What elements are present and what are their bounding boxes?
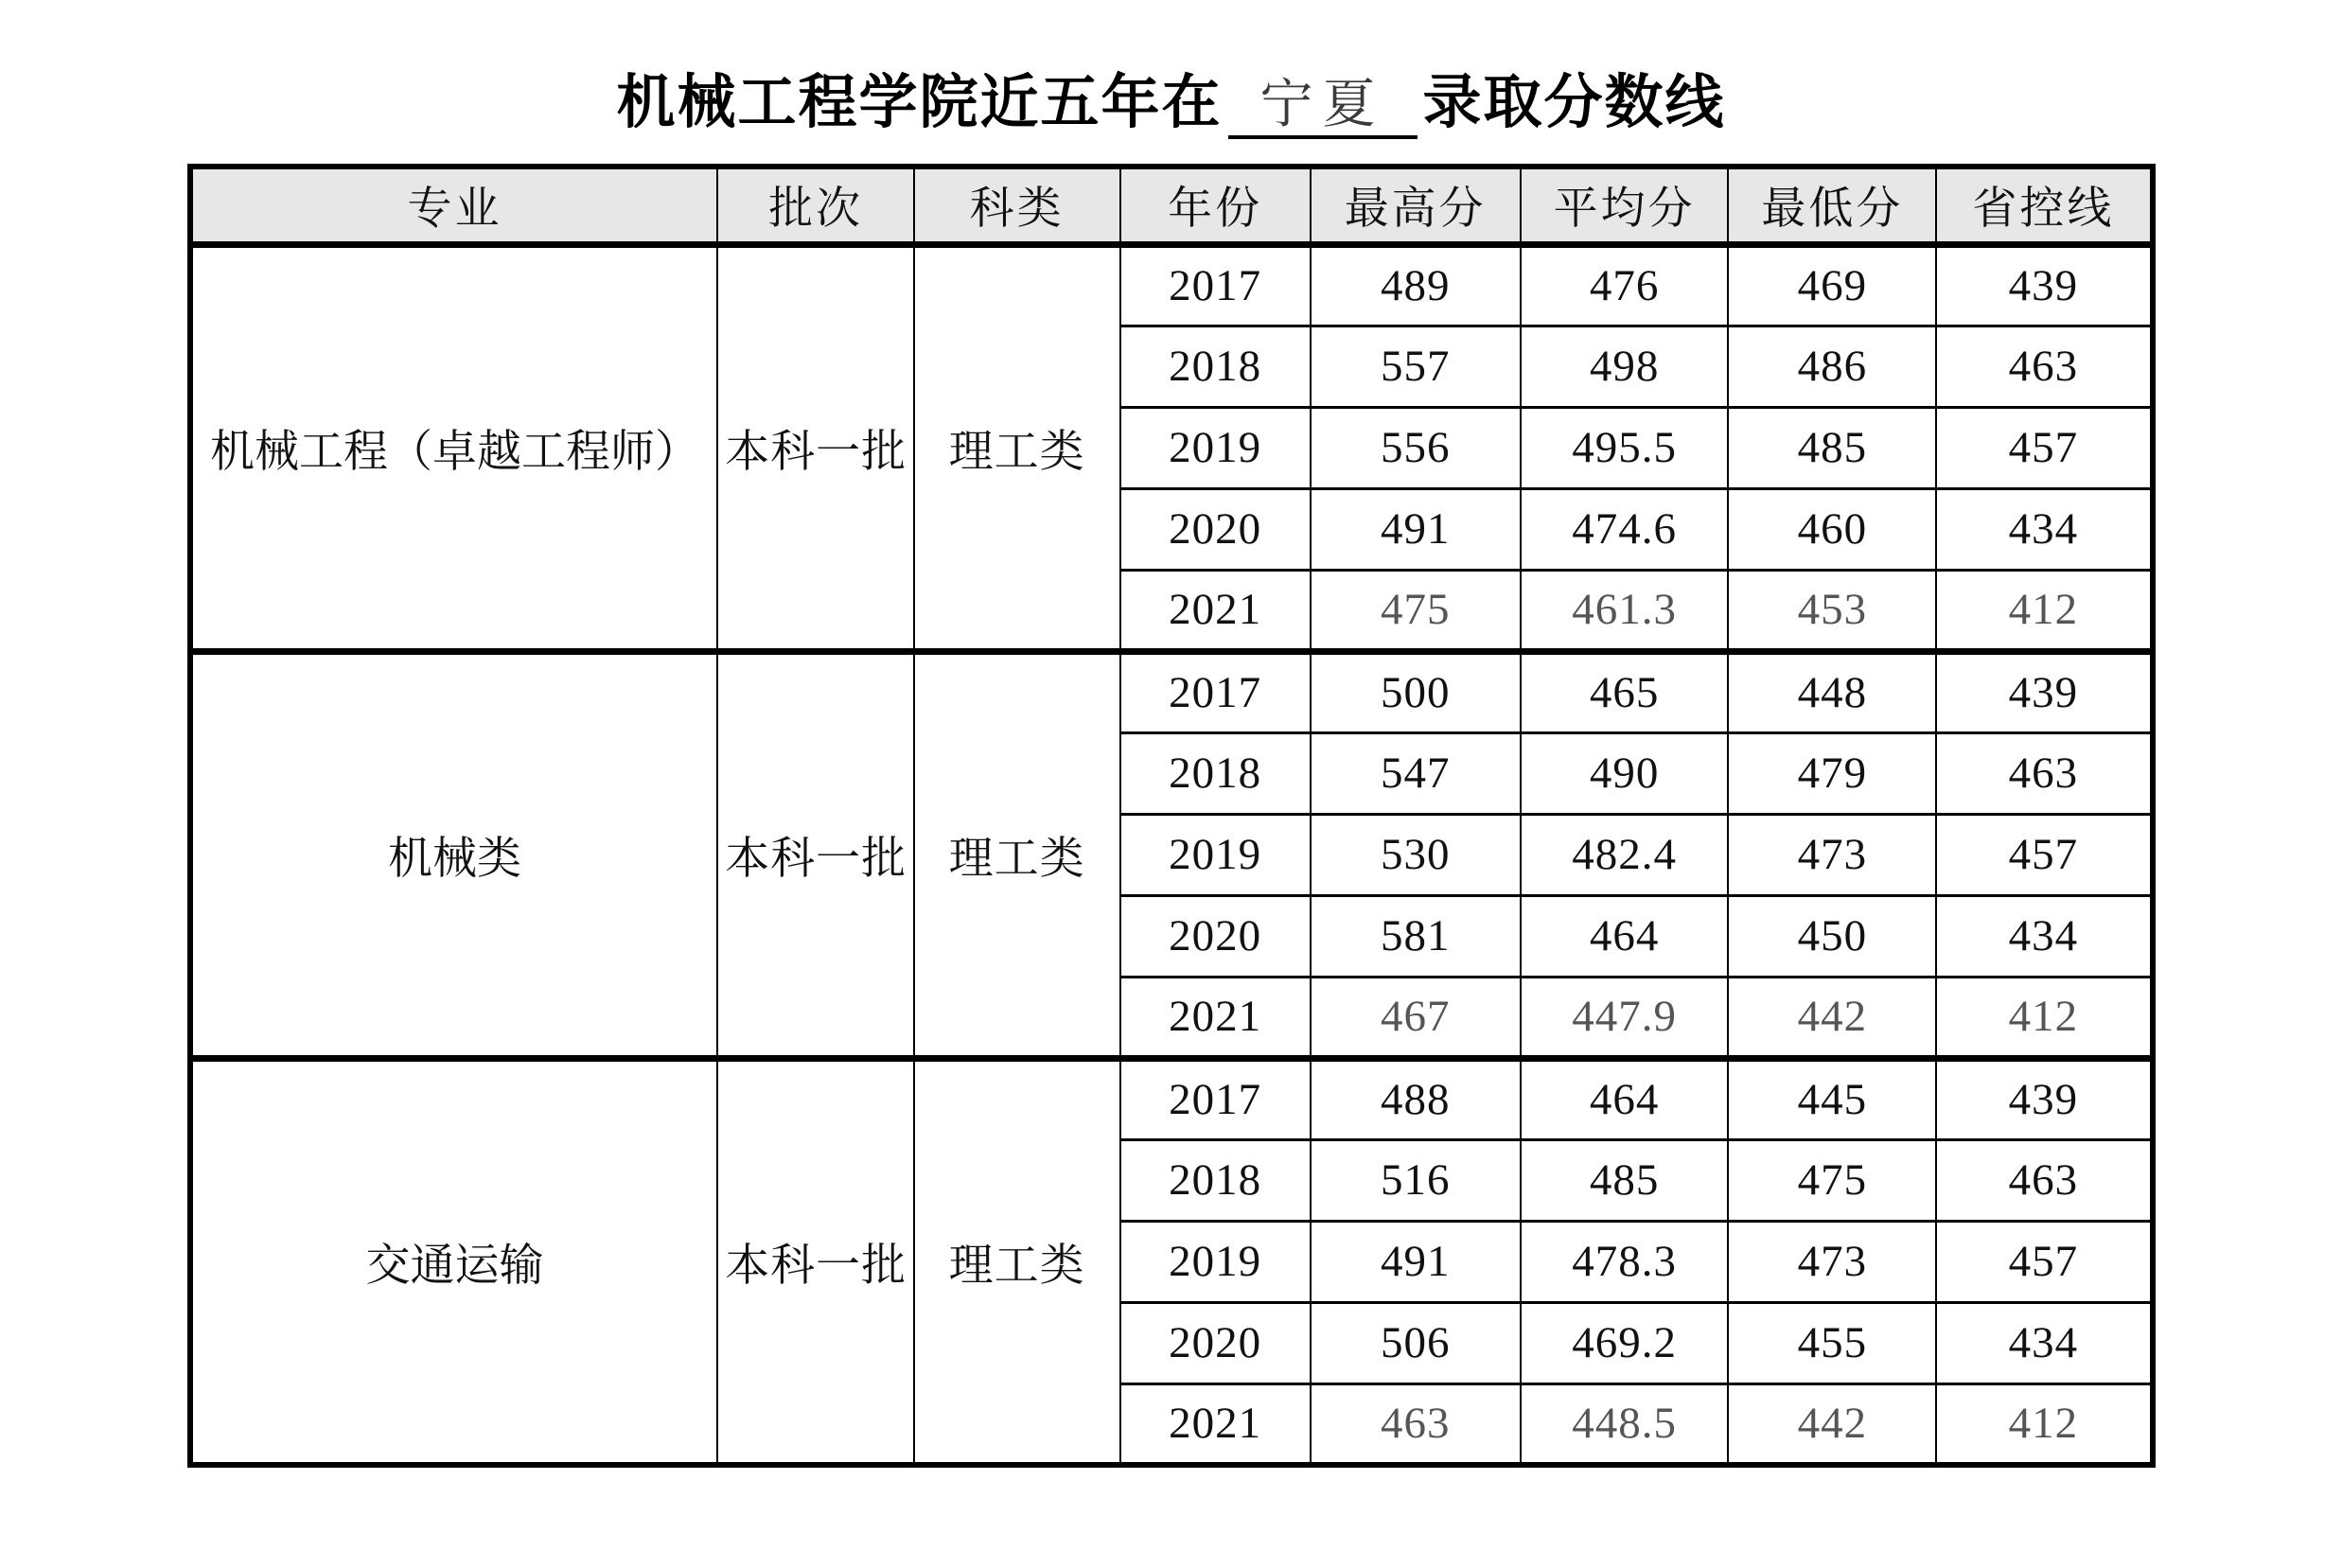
year-cell: 2017: [1120, 244, 1311, 326]
min-score-cell: 479: [1728, 732, 1936, 814]
year-cell: 2017: [1120, 651, 1311, 732]
title-prefix: 机械工程学院近五年在: [616, 70, 1223, 135]
avg-score-cell: 465: [1521, 651, 1729, 732]
max-score-cell: 489: [1311, 244, 1521, 326]
year-cell: 2020: [1120, 895, 1311, 977]
control-line-cell: 412: [1936, 977, 2152, 1058]
control-line-cell: 439: [1936, 244, 2152, 326]
control-line-cell: 463: [1936, 1139, 2152, 1221]
category-cell: 理工类: [914, 244, 1120, 651]
control-line-cell: 439: [1936, 1058, 2152, 1139]
max-score-cell: 500: [1311, 651, 1521, 732]
year-cell: 2021: [1120, 977, 1311, 1058]
min-score-cell: 445: [1728, 1058, 1936, 1139]
table-row: [190, 1058, 2153, 1139]
max-score-cell: 556: [1311, 407, 1521, 488]
header-major: 专业: [190, 167, 718, 244]
control-line-cell: 457: [1936, 407, 2152, 488]
max-score-cell: 530: [1311, 814, 1521, 895]
max-score-cell: 506: [1311, 1302, 1521, 1383]
control-line-cell: 412: [1936, 570, 2152, 651]
year-cell: 2020: [1120, 1302, 1311, 1383]
control-line-cell: 439: [1936, 651, 2152, 732]
header-control-line: 省控线: [1936, 167, 2152, 244]
avg-score-cell: 447.9: [1521, 977, 1729, 1058]
year-cell: 2021: [1120, 570, 1311, 651]
header-max-score: 最高分: [1311, 167, 1521, 244]
min-score-cell: 442: [1728, 1383, 1936, 1465]
year-cell: 2018: [1120, 1139, 1311, 1221]
avg-score-cell: 461.3: [1521, 570, 1729, 651]
header-row: [190, 167, 2153, 244]
avg-score-cell: 485: [1521, 1139, 1729, 1221]
major-cell: 机械类: [190, 651, 718, 1058]
admission-scores-table: [187, 164, 2156, 1468]
min-score-cell: 473: [1728, 814, 1936, 895]
control-line-cell: 434: [1936, 1302, 2152, 1383]
header-min-score: 最低分: [1728, 167, 1936, 244]
min-score-cell: 448: [1728, 651, 1936, 732]
year-cell: 2020: [1120, 488, 1311, 570]
control-line-cell: 457: [1936, 814, 2152, 895]
header-category: 科类: [914, 167, 1120, 244]
min-score-cell: 469: [1728, 244, 1936, 326]
max-score-cell: 475: [1311, 570, 1521, 651]
title-suffix: 录取分数线: [1422, 70, 1726, 135]
avg-score-cell: 482.4: [1521, 814, 1729, 895]
max-score-cell: 491: [1311, 1221, 1521, 1302]
avg-score-cell: 476: [1521, 244, 1729, 326]
avg-score-cell: 448.5: [1521, 1383, 1729, 1465]
control-line-cell: 463: [1936, 326, 2152, 407]
year-cell: 2019: [1120, 407, 1311, 488]
max-score-cell: 491: [1311, 488, 1521, 570]
min-score-cell: 485: [1728, 407, 1936, 488]
year-cell: 2018: [1120, 732, 1311, 814]
avg-score-cell: 498: [1521, 326, 1729, 407]
batch-cell: 本科一批: [717, 1058, 913, 1465]
avg-score-cell: 478.3: [1521, 1221, 1729, 1302]
max-score-cell: 547: [1311, 732, 1521, 814]
avg-score-cell: 469.2: [1521, 1302, 1729, 1383]
batch-cell: 本科一批: [717, 651, 913, 1058]
avg-score-cell: 464: [1521, 895, 1729, 977]
table-row: [190, 244, 2153, 326]
year-cell: 2017: [1120, 1058, 1311, 1139]
avg-score-cell: 495.5: [1521, 407, 1729, 488]
min-score-cell: 475: [1728, 1139, 1936, 1221]
category-cell: 理工类: [914, 1058, 1120, 1465]
header-batch: 批次: [717, 167, 913, 244]
max-score-cell: 557: [1311, 326, 1521, 407]
page-title: [0, 0, 2342, 139]
avg-score-cell: 474.6: [1521, 488, 1729, 570]
max-score-cell: 488: [1311, 1058, 1521, 1139]
min-score-cell: 486: [1728, 326, 1936, 407]
min-score-cell: 453: [1728, 570, 1936, 651]
header-year: 年份: [1120, 167, 1311, 244]
max-score-cell: 516: [1311, 1139, 1521, 1221]
control-line-cell: 434: [1936, 895, 2152, 977]
major-cell: 交通运输: [190, 1058, 718, 1465]
table-row: [190, 651, 2153, 732]
max-score-cell: 463: [1311, 1383, 1521, 1465]
min-score-cell: 460: [1728, 488, 1936, 570]
control-line-cell: 412: [1936, 1383, 2152, 1465]
batch-cell: 本科一批: [717, 244, 913, 651]
header-avg-score: 平均分: [1521, 167, 1729, 244]
min-score-cell: 455: [1728, 1302, 1936, 1383]
year-cell: 2019: [1120, 814, 1311, 895]
avg-score-cell: 490: [1521, 732, 1729, 814]
avg-score-cell: 464: [1521, 1058, 1729, 1139]
control-line-cell: 463: [1936, 732, 2152, 814]
min-score-cell: 473: [1728, 1221, 1936, 1302]
year-cell: 2019: [1120, 1221, 1311, 1302]
title-region-underlined: 宁夏: [1228, 78, 1418, 139]
year-cell: 2018: [1120, 326, 1311, 407]
category-cell: 理工类: [914, 651, 1120, 1058]
min-score-cell: 450: [1728, 895, 1936, 977]
year-cell: 2021: [1120, 1383, 1311, 1465]
min-score-cell: 442: [1728, 977, 1936, 1058]
control-line-cell: 457: [1936, 1221, 2152, 1302]
major-cell: 机械工程（卓越工程师）: [190, 244, 718, 651]
max-score-cell: 581: [1311, 895, 1521, 977]
control-line-cell: 434: [1936, 488, 2152, 570]
max-score-cell: 467: [1311, 977, 1521, 1058]
